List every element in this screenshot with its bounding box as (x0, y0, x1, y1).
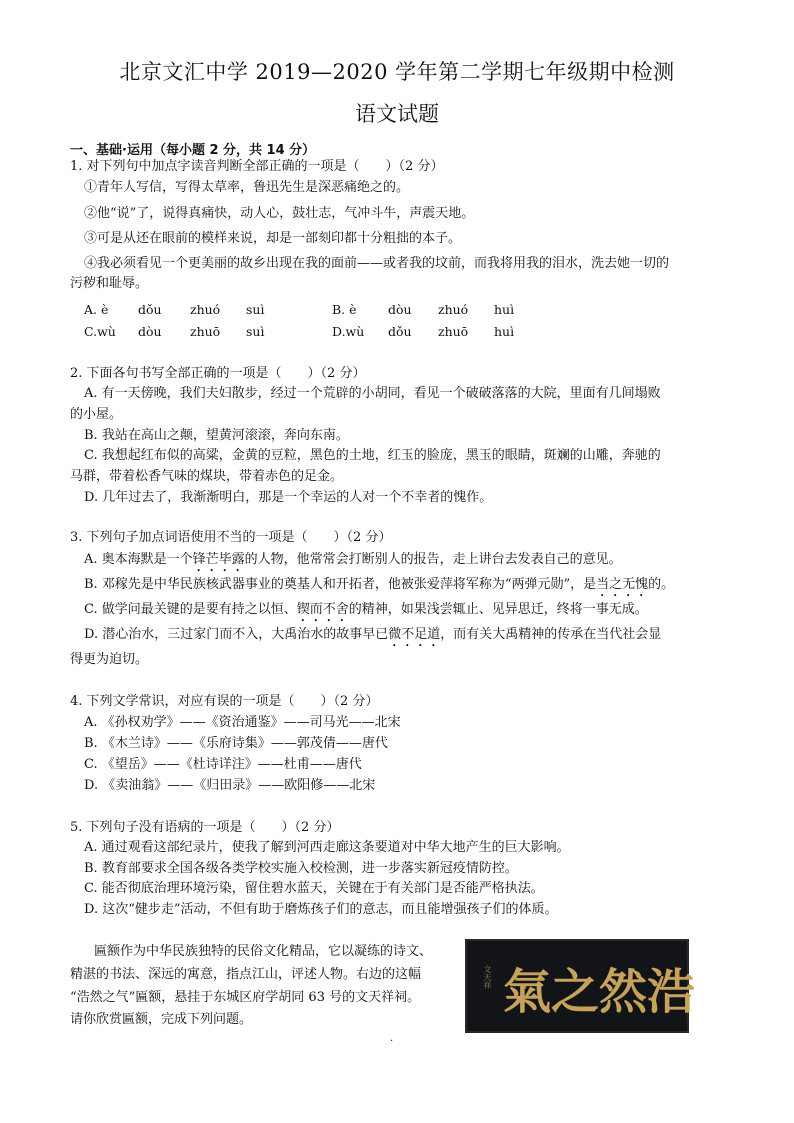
plaque-signature: 文天祥 (483, 965, 492, 989)
question-4-option-a: A. 《孙权劝学》——《资治通鉴》——司马光——北宋 (84, 715, 401, 730)
passage-line-2: 精湛的书法、深远的寓意，指点江山，评述人物。右边的这幅 (70, 967, 422, 982)
question-1-sentence-2: ②他“说”了，说得真痛快，动人心，鼓壮志，气冲斗牛，声震天地。 (84, 206, 475, 221)
question-1-sentence-4: ④我必须看见一个更美丽的故乡出现在我的面前——或者我的坟前，而我将用我的泪水，洗去她一切的 (84, 256, 670, 271)
question-4-option-c: C. 《望岳》——《杜诗详注》——杜甫——唐代 (84, 757, 362, 772)
question-3-option-d: D. 潜心治水，三过家门而不入，大禹治水的故事早已微不足道，而有关大禹精神的传承在当代社会显 (84, 627, 662, 642)
question-4-option-b: B. 《木兰诗》——《乐府诗集》——郭茂倩——唐代 (84, 736, 388, 751)
footer-mark: · (390, 1036, 394, 1047)
passage-line-1: 匾额作为中华民族独特的民俗文化精品，它以凝练的诗文、 (94, 944, 433, 959)
exam-page: 北京文汇中学 2019—2020 学年第二学期七年级期中检测 语文试题 一、基础·运用（每小题 2 分，共 14 分） 1. 对下列句中加点字读音判断全部正确的一项是（ ）（2 分） ①青年人写信，写得太草率，鲁迅先生是深恶痛绝之的。 ②他“说”了，说得真痛快，动人心，鼓壮志，气冲斗牛，声震天地。 ③可是从还在眼前的模样来说，却是一部刻印都十分粗拙的本子。 ④我必须看见一个更美丽的故乡出现在我的面前——或者我的坟前，而我将用我的泪水，洗去她一切的 污秽和耻辱。 A. è dǒu zhuó suì B. è dòu zhuó huì C.wù dòu zhuō suì D.wù dǒu zhuō huì 2. 下面各句书写全部正确的一项是（ ）（2 分） A. 有一天傍晚，我们夫妇散步，经过一个荒辟的小胡同，看见一个破破落落的大院，里面有几间塌败 的小屋。 B. 我站在高山之颠，望黄河滚滚，奔向东南。 C. 我想起红布似的高粱，金黄的豆粒，黑色的土地，红玉的脸庞，黑玉的眼睛，斑斓的山雕，奔驰的 马群，带着松香气味的煤块，带着赤色的足金。 D. 几年过去了，我渐渐明白，那是一个幸运的人对一个不幸者的愧作。 3. 下列句子加点词语使用不当的一项是（ ）（2 分） A. 奥本海默是一个锋芒毕露的人物，他常常会打断别人的报告，走上讲台去发表自己的意见。 B. 邓稼先是中华民族核武器事业的奠基人和开拓者，他被张爱萍将军称为“两弹元勋”，是当之无愧的。 C. 做学问最关键的是要有持之以恒、锲而不舍的精神，如果浅尝辄止、见异思迁，终将一事无成。 D. 潜心治水，三过家门而不入，大禹治水的故事早已微不足道，而有关大禹精神的传承在当代社会显 得更为迫切。 4. 下列文学常识，对应有误的一项是（ ）（2 分） A. 《孙权劝学》——《资治通鉴》——司马光——北宋 B. 《木兰诗》——《乐府诗集》——郭茂倩——唐代 C. 《望岳》——《杜诗详注》——杜甫——唐代 D. 《卖油翁》——《归田录》——欧阳修——北宋 5. 下列句子没有语病的一项是（ ）（2 分） A. 通过观看这部纪录片，使我了解到河西走廊这条要道对中华大地产生的巨大影响。 B. 教育部要求全国各级各类学校实施入校检测，进一步落实新冠疫情防控。 C. 能否彻底治理环境污染，留住碧水蓝天，关键在于有关部门是否能严格执法。 D. 这次“健步走”活动，不但有助于磨炼孩子们的意志，而且能增强孩子们的体质。 匾额作为中华民族独特的民俗文化精品，它以凝练的诗文、 精湛的书法、深远的寓意，指点江山，评述人物。右边的这幅 “浩然之气”匾额，悬挂于东城区府学胡同 63 号的文天祥祠。 请你欣赏匾额，完成下列问题。 文天祥 氣 之 然 浩 · (0, 0, 794, 1123)
passage-line-4: 请你欣赏匾额，完成下列问题。 (70, 1012, 253, 1027)
question-1-stem: 1. 对下列句中加点字读音判断全部正确的一项是（ ）（2 分） (70, 159, 444, 174)
question-3-option-b: B. 邓稼先是中华民族核武器事业的奠基人和开拓者，他被张爱萍将军称为“两弹元勋”，是当之无愧的。 (84, 577, 675, 592)
question-2-option-d: D. 几年过去了，我渐渐明白，那是一个幸运的人对一个不幸者的愧作。 (84, 490, 493, 505)
dotted-word: 微不足道 (388, 627, 441, 642)
question-4-option-d: D. 《卖油翁》——《归田录》——欧阳修——北宋 (84, 778, 376, 793)
question-3-option-d-cont: 得更为迫切。 (70, 652, 149, 667)
exam-title: 北京文汇中学 2019—2020 学年第二学期七年级期中检测 (119, 60, 675, 84)
question-1-sentence-3: ③可是从还在眼前的模样来说，却是一部刻印都十分粗拙的本子。 (84, 231, 462, 246)
passage-line-3: “浩然之气”匾额，悬挂于东城区府学胡同 63 号的文天祥祠。 (70, 990, 421, 1005)
question-3-option-c: C. 做学问最关键的是要有持之以恒、锲而不舍的精神，如果浅尝辄止、见异思迁，终将一事无成。 (84, 602, 648, 617)
dotted-word: 当之无愧 (596, 577, 649, 592)
plaque-image (465, 939, 696, 1033)
question-2-option-c: C. 我想起红布似的高粱，金黄的豆粒，黑色的土地，红玉的脸庞，黑玉的眼睛，斑斓的山雕，奔驰的 (84, 448, 661, 463)
question-5-option-a: A. 通过观看这部纪录片，使我了解到河西走廊这条要道对中华大地产生的巨大影响。 (84, 840, 570, 855)
question-2-option-a: A. 有一天傍晚，我们夫妇散步，经过一个荒辟的小胡同，看见一个破破落落的大院，里面有几间塌败 (84, 386, 661, 401)
question-2-option-c-cont: 马群，带着松香气味的煤块，带着赤色的足金。 (70, 469, 344, 484)
dotted-word: 锲而不舍 (296, 602, 349, 617)
question-5-option-c: C. 能否彻底治理环境污染，留住碧水蓝天，关键在于有关部门是否能严格执法。 (84, 881, 544, 896)
question-1-sentence-4-cont: 污秽和耻辱。 (70, 276, 149, 291)
question-2-option-b: B. 我站在高山之颠，望黄河滚滚，奔向东南。 (84, 428, 349, 443)
plaque-char-1: 氣 (503, 963, 552, 1020)
question-2-option-a-cont: 的小屋。 (70, 407, 123, 422)
plaque-char-2: 之 (551, 963, 600, 1020)
plaque-char-3: 然 (599, 963, 648, 1020)
question-3-option-a: A. 奥本海默是一个锋芒毕露的人物，他常常会打断别人的报告，走上讲台去发表自己的意见。 (84, 552, 622, 567)
question-4-stem: 4. 下列文学常识，对应有误的一项是（ ）（2 分） (70, 694, 379, 709)
question-5-stem: 5. 下列句子没有语病的一项是（ ）（2 分） (70, 820, 340, 835)
question-1-sentence-1: ①青年人写信，写得太草率，鲁迅先生是深恶痛绝之的。 (84, 180, 410, 195)
question-2-stem: 2. 下面各句书写全部正确的一项是（ ）（2 分） (70, 366, 366, 381)
question-5-option-d: D. 这次“健步走”活动，不但有助于磨炼孩子们的意志，而且能增强孩子们的体质。 (84, 902, 558, 917)
dotted-word: 锋芒毕露 (192, 552, 245, 567)
section-heading: 一、基础·运用（每小题 2 分，共 14 分） (70, 143, 316, 158)
question-5-option-b: B. 教育部要求全国各级各类学校实施入校检测，进一步落实新冠疫情防控。 (84, 861, 518, 876)
plaque-char-4: 浩 (647, 963, 696, 1020)
question-3-stem: 3. 下列句子加点词语使用不当的一项是（ ）（2 分） (70, 530, 392, 545)
exam-subtitle: 语文试题 (355, 102, 439, 126)
